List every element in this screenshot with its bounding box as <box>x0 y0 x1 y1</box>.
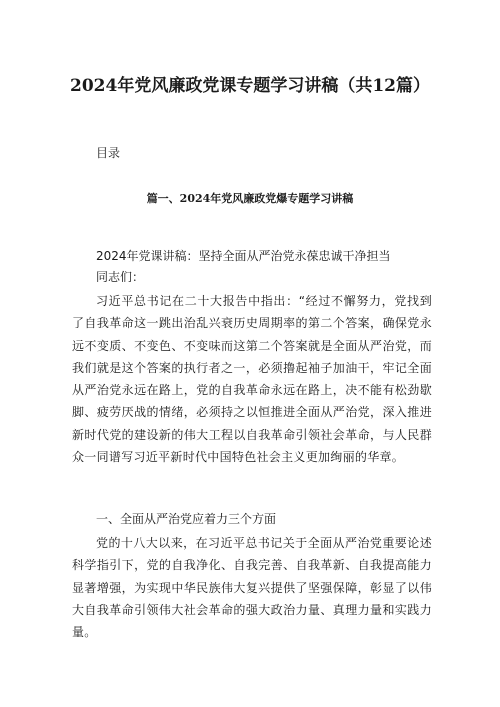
section-heading: 篇一、2024年党风廉政党爆专题学习讲稿 <box>146 192 354 205</box>
greeting: 同志们： <box>96 270 145 284</box>
body-paragraph-1: 习近平总书记在二十大报告中指出：“经过不懈努力，党找到了自我革命这一跳出治乱兴衰历史周期率的第二个答案，确保党永远不变质、不变色、不变味而这第二个答案就是全面从严治党，而我们就是这个答案的执行者之一，必须撸起袖子加油干，牢记全面从严治党永远在路上，党的自我革命永远在路上，决不能有松劲歇脚、疲劳厌战的情绪，必须持之以恒推进全面从严治党，深入推进新时代党的建设新的伟大工程以自我革命引领社会革命，与人民群众一同谱写习近平新时代中国特色社会主义更加绚丽的华章。 <box>72 294 432 465</box>
speech-subtitle: 2024年党课讲稿：坚持全面从严治党永葆忠诚干净担当 <box>96 249 391 263</box>
body-paragraph-2: 党的十八大以来，在习近平总书记关于全面从严治党重要论述科学指引下，党的自我净化、自我完善、自我革新、自我提高能力显著增强，为实现中华民族伟大复兴提供了坚强保障，彰显了以伟大自我革命引领伟大社会革命的强大政治力量、真理力量和实践力量。 <box>72 536 432 640</box>
point-heading: 一、全面从严治党应着力三个方面 <box>96 512 277 526</box>
toc-label: 目录 <box>96 146 121 160</box>
document-title: 2024年党风廉政党课专题学习讲稿（共12篇） <box>70 76 430 96</box>
